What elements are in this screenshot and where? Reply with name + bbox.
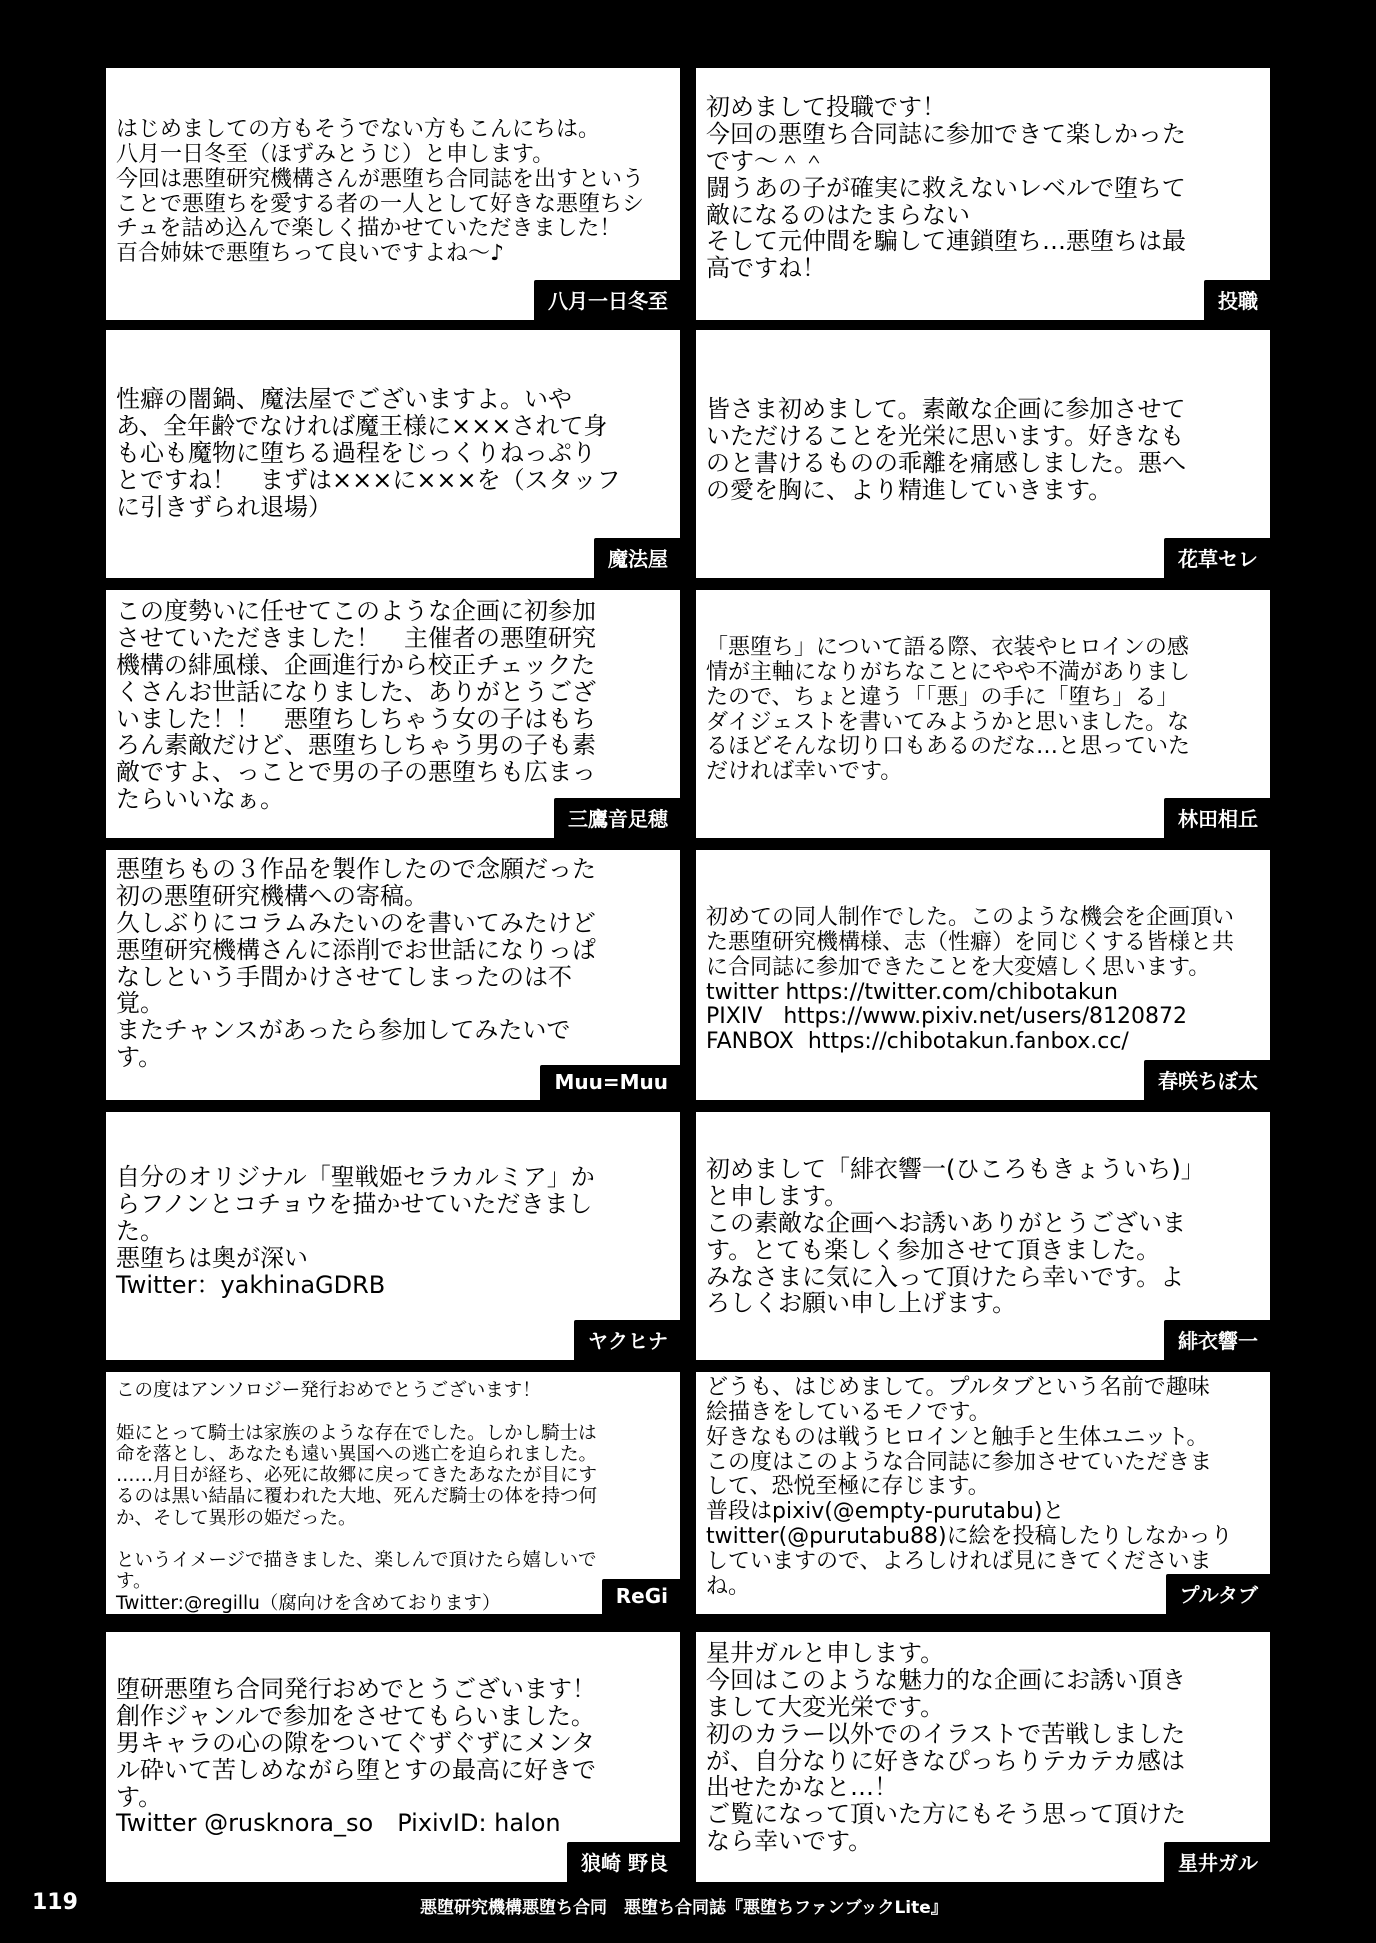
- author-signature: 投職: [1204, 280, 1270, 320]
- comment-text: 自分のオリジナル「聖戦姫セラカルミア」か らフノンとコチョウを描かせていただきまし た。 悪堕ちは奥が深い Twitter：yakhinaGDRB: [116, 1163, 595, 1299]
- author-signature: ヤクヒナ: [574, 1320, 680, 1360]
- comment-text: 初めまして「緋衣響一(ひころもきょういち)」 と申します。 この素敵な企画へお誘いありがとうございま す。とても楽しく参加させて頂きました。 みなさまに気に入って頂けたら幸いです。よ ろしくお願い申し上げます。: [706, 1155, 1205, 1318]
- comment-text: 悪堕ちもの３作品を製作したので念願だった 初の悪堕研究機構への寄稿。 久しぶりにコラムみたいのを書いてみたけど 悪堕研究機構さんに添削でお世話になりっぱ なしという手間かけさせてしまったのは不 覚。 またチャンスがあったら参加してみたいで す。: [116, 855, 596, 1072]
- comment-box: [696, 68, 1270, 320]
- author-signature: 三鷹音足穂: [554, 798, 680, 838]
- comment-box: [696, 590, 1270, 838]
- comment-text: 星井ガルと申します。 今回はこのような魅力的な企画にお誘い頂き まして大変光栄です。 初のカラー以外でのイラストで苦戦しました が、自分なりに好きなぴっちりテカテカ感は 出せたかなと…！ ご覧になって頂いた方にもそう思って頂けた なら幸いです。: [706, 1639, 1186, 1856]
- author-signature: 八月一日冬至: [534, 280, 680, 320]
- comment-box: [106, 1632, 680, 1882]
- comment-box: [106, 1112, 680, 1360]
- comment-text: 皆さま初めまして。素敵な企画に参加させて いただけることを光栄に思います。好きなも のと書けるものの乖離を痛感しました。悪へ の愛を胸に、より精進していきます。: [706, 395, 1186, 504]
- footer-title: 悪堕研究機構悪堕ち合同 悪堕ち合同誌『悪堕ちファンブックLite』: [420, 1898, 948, 1918]
- author-signature: 林田相丘: [1164, 798, 1270, 838]
- author-signature: Muu=Muu: [540, 1065, 680, 1100]
- comment-box: [696, 330, 1270, 578]
- comment-box: [106, 850, 680, 1100]
- comment-box: [106, 68, 680, 320]
- page-number: 119: [32, 1890, 78, 1915]
- comment-text: どうも、はじめまして。プルタブという名前で趣味 絵描きをしているモノです。 好きなものは戦うヒロインと触手と生体ユニット。 この度はこのような合同誌に参加させていただきま して、恐悦至極に存じます。 普段はpixiv(@empty-purutabu)と twitter(@purutabu88)に絵を投稿したりしなかっり していますので、よろしければ見にきてくださいま ね。: [706, 1375, 1233, 1599]
- comment-text: この度はアンソロジー発行おめでとうございます！ 姫にとって騎士は家族のような存在でした。しかし騎士は 命を落とし、あなたも遠い異国への逃亡を迫られました。 ……月日が経ち、必死に故郷に戻ってきたあなたが目にす るのは黒い結晶に覆われた大地、死んだ騎士の体を持つ何 か、そして異形の姫だった。 というイメージで描きました、楽しんで頂けたら嬉しいで す。 Twitter:@regillu（腐向けを含めております）: [116, 1380, 598, 1614]
- comment-box: [696, 850, 1270, 1100]
- comment-text: 初めての同人制作でした。このような機会を企画頂い た悪堕研究機構様、志（性癖）を同じくする皆様と共 に合同誌に参加できたことを大変嬉しく思います。 twitter https://twitter.com/chibotakun PIXIV https://www.pixiv.net/users/8120872 FANBOX https://chibotakun.fanbox.cc/: [706, 905, 1235, 1055]
- comment-text: 性癖の闇鍋、魔法屋でございますよ。いや あ、全年齢でなければ魔王様に×××されて身 も心も魔物に堕ちる過程をじっくりねっぷり とですね！ まずは×××に×××を（スタッフ に引きずられ退場）: [116, 385, 621, 521]
- author-signature: 狼崎 野良: [567, 1842, 680, 1882]
- comment-text: 初めまして投職です！ 今回の悪堕ち合同誌に参加できて楽しかった です～＾＾ 闘うあの子が確実に救えないレベルで堕ちて 敵になるのはたまらない そして元仲間を騙して連鎖堕ち…悪堕ちは最 高ですね！: [706, 93, 1186, 283]
- comment-text: 堕研悪堕ち合同発行おめでとうございます！ 創作ジャンルで参加をさせてもらいました。 男キャラの心の隙をついてぐずぐずにメンタ ル砕いて苦しめながら堕とすの最高に好きで す。 Twitter @rusknora_so PixivID: halon: [116, 1675, 596, 1838]
- comment-text: はじめましての方もそうでない方もこんにちは。 八月一日冬至（ほずみとうじ）と申します。 今回は悪堕研究機構さんが悪堕ち合同誌を出すという ことで悪堕ちを愛する者の一人として好きな悪堕ちシ チュを詰め込んで楽しく描かせていただきました！ 百合姉妹で悪堕ちって良いですよね～♪: [116, 117, 645, 267]
- author-signature: 魔法屋: [594, 538, 680, 578]
- author-signature: 花草セレ: [1164, 538, 1270, 578]
- comment-box: [106, 1372, 680, 1614]
- author-signature: 緋衣響一: [1164, 1320, 1270, 1360]
- author-signature: プルタブ: [1166, 1574, 1270, 1614]
- author-signature: ReGi: [602, 1579, 680, 1614]
- comment-text: 「悪堕ち」について語る際、衣装やヒロインの感 情が主軸になりがちなことにやや不満がありまし たので、ちょと違う「「悪」の手に「堕ち」る」 ダイジェストを書いてみようかと思いました。な るほどそんな切り口もあるのだな…と思っていた だければ幸いです。: [706, 635, 1191, 785]
- comment-text: この度勢いに任せてこのような企画に初参加 させていただきました！ 主催者の悪堕研究 機構の緋風様、企画進行から校正チェックた くさんお世話になりました、ありがとうござ いました！！ 悪堕ちしちゃう女の子はもち ろん素敵だけど、悪堕ちしちゃう男の子も素 敵ですよ、っことで男の子の悪堕ちも広まっ たらいいなぁ。: [116, 597, 596, 814]
- comment-box: [696, 1372, 1270, 1614]
- author-signature: 星井ガル: [1164, 1842, 1270, 1882]
- comment-box: [106, 590, 680, 838]
- author-signature: 春咲ちぼ太: [1144, 1060, 1270, 1100]
- comment-box: [106, 330, 680, 578]
- comment-box: [696, 1632, 1270, 1882]
- comment-box: [696, 1112, 1270, 1360]
